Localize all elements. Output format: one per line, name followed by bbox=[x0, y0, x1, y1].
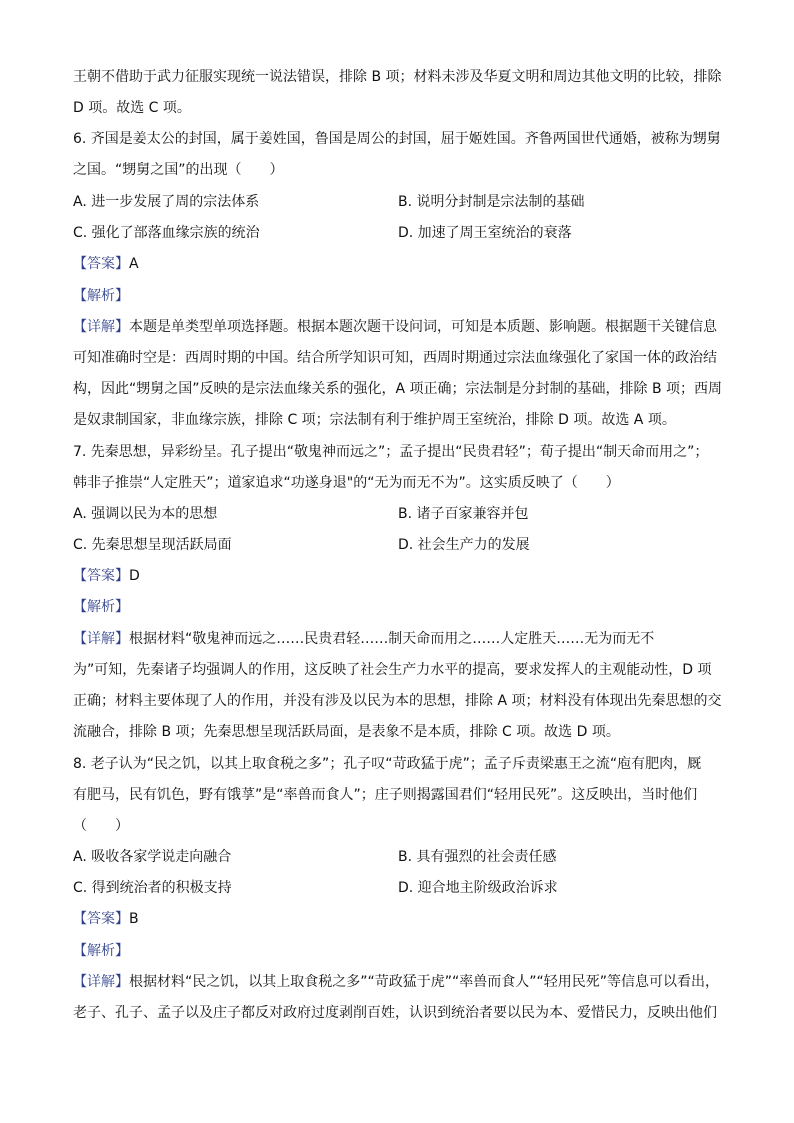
q6-option-b: B. 说明分封制是宗法制的基础 bbox=[398, 194, 585, 210]
q8-option-d: D. 迎合地主阶级政治诉求 bbox=[398, 880, 558, 896]
q7-detail: 流融合，排除 B 项；先秦思想呈现活跃局面，是表象不是本质，排除 C 项。故选 D 项。 bbox=[73, 724, 620, 740]
q8-option-b: B. 具有强烈的社会责任感 bbox=[398, 849, 557, 865]
q6-answer: 【答案】A bbox=[73, 256, 139, 272]
q6-detail: 可知准确时空是：西周时期的中国。结合所学知识可知，西周时期通过宗法血缘强化了家国一体的政治结 bbox=[73, 350, 717, 366]
question-8-stem: 有肥马，民有饥色，野有饿莩”是“率兽而食人”；庄子则揭露国君们“轻用民死”。这反映出，当时他们 bbox=[73, 787, 698, 803]
q6-option-d: D. 加速了周王室统治的衰落 bbox=[398, 225, 572, 241]
q7-analysis-label: 【解析】 bbox=[73, 599, 129, 615]
q8-option-c: C. 得到统治者的积极支持 bbox=[73, 880, 232, 896]
q7-detail: 为”可知，先秦诸子均强调人的作用，这反映了社会生产力水平的提高，要求发挥人的主观能动性，D 项 bbox=[73, 662, 712, 678]
q8-answer: 【答案】B bbox=[73, 911, 139, 927]
q7-option-b: B. 诸子百家兼容并包 bbox=[398, 506, 529, 522]
question-6-stem: 之国。“甥舅之国”的出现（ ） bbox=[73, 162, 284, 178]
question-8-stem: 8. 老子认为“民之饥，以其上取食税之多”；孔子叹“苛政猛于虎”；孟子斥责梁惠王之流“庖有肥肉，厩 bbox=[73, 756, 702, 772]
text-line: D 项。故选 C 项。 bbox=[73, 100, 191, 116]
q6-option-c: C. 强化了部落血缘宗族的统治 bbox=[73, 225, 260, 241]
q8-detail: 【详解】根据材料“民之饥，以其上取食税之多”“苛政猛于虎”“率兽而食人”“轻用民死”等信息可以看出， bbox=[73, 974, 720, 990]
question-7-stem: 韩非子推崇“人定胜天”；道家追求“功遂身退"的“无为而无不为”。这实质反映了（ ） bbox=[73, 475, 620, 491]
q7-answer: 【答案】D bbox=[73, 568, 140, 584]
q7-detail: 正确；材料主要体现了人的作用，并没有涉及以民为本的思想，排除 A 项；材料没有体现出先秦思想的交 bbox=[73, 693, 722, 709]
question-7-stem: 7. 先秦思想，异彩纷呈。孔子提出“敬鬼神而远之”；孟子提出“民贵君轻”；荀子提出“制天命而用之”； bbox=[73, 444, 709, 460]
q6-analysis-label: 【解析】 bbox=[73, 288, 129, 304]
q8-option-a: A. 吸收各家学说走向融合 bbox=[73, 849, 232, 865]
text-line: 王朝不借助于武力征服实现统一说法错误，排除 B 项；材料未涉及华夏文明和周边其他文明的比较，排除 bbox=[73, 69, 722, 85]
q7-option-c: C. 先秦思想呈现活跃局面 bbox=[73, 537, 232, 553]
q6-option-a: A. 进一步发展了周的宗法体系 bbox=[73, 194, 260, 210]
question-8-stem: （ ） bbox=[73, 818, 129, 834]
question-6-stem: 6. 齐国是姜太公的封国，属于姜姓国，鲁国是周公的封国，屈于姬姓国。齐鲁两国世代通婚，被称为甥舅 bbox=[73, 131, 721, 147]
q8-detail: 老子、孔子、孟子以及庄子都反对政府过度剥削百姓，认识到统治者要以民为本、爱惜民力，反映出他们 bbox=[73, 1005, 717, 1021]
q7-detail: 【详解】根据材料“敬鬼神而远之……民贵君轻……制天命而用之……人定胜天……无为而无不 bbox=[73, 631, 655, 647]
q6-detail: 是奴隶制国家，非血缘宗族，排除 C 项；宗法制有利于维护周王室统治，排除 D 项。故选 A 项。 bbox=[73, 412, 676, 428]
q6-detail: 【详解】本题是单类型单项选择题。根据本题次题干设问词，可知是本质题、影响题。根据题干关键信息 bbox=[73, 319, 717, 335]
q7-option-d: D. 社会生产力的发展 bbox=[398, 537, 530, 553]
q7-option-a: A. 强调以民为本的思想 bbox=[73, 506, 218, 522]
q8-analysis-label: 【解析】 bbox=[73, 943, 129, 959]
q6-detail: 构，因此“甥舅之国”反映的是宗法血缘关系的强化，A 项正确；宗法制是分封制的基础，排除 B 项；西周 bbox=[73, 381, 723, 397]
